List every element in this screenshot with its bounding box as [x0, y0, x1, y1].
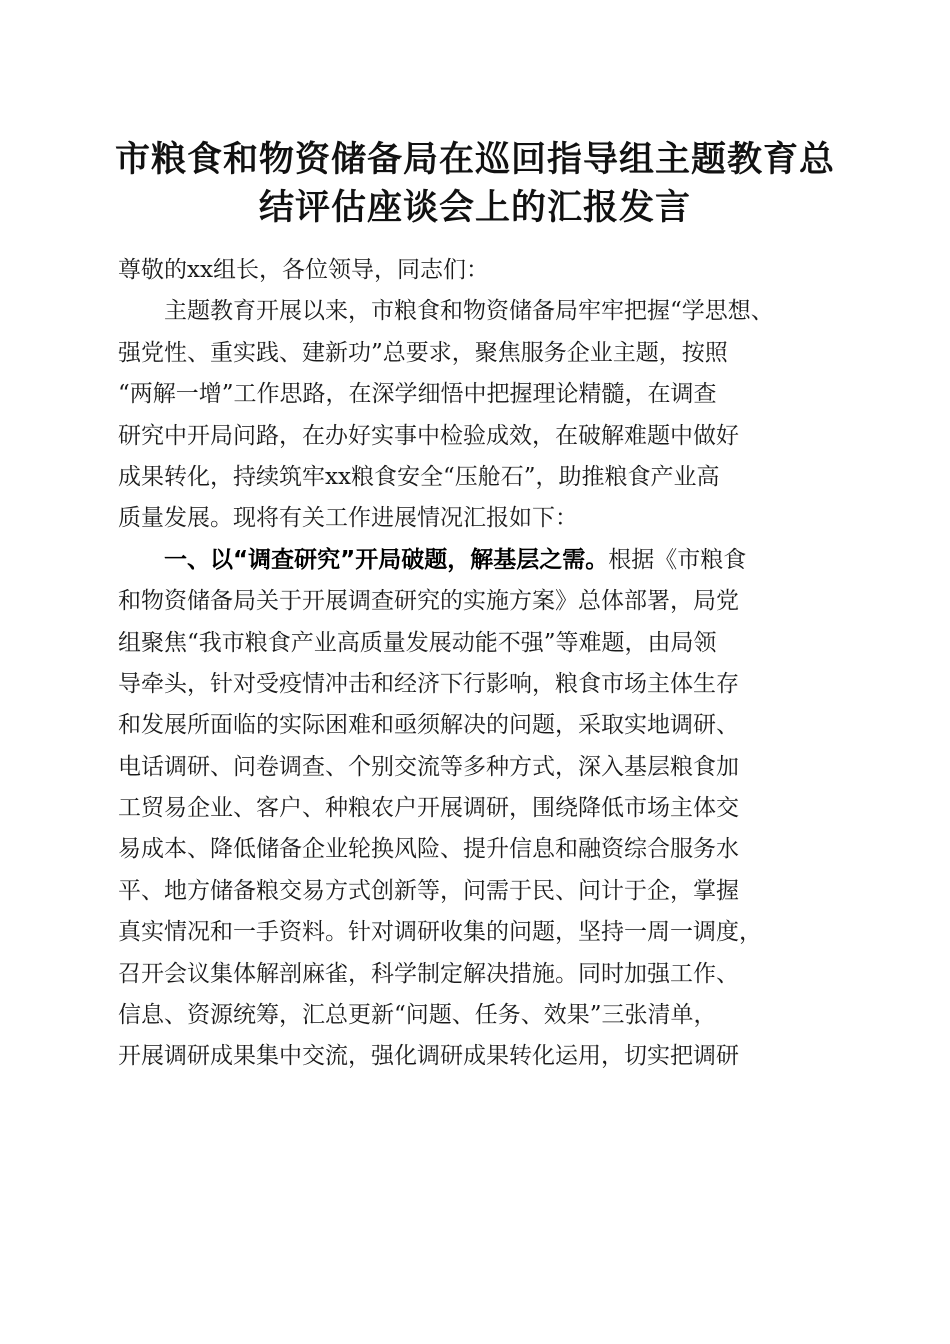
section-1-line: 开展调研成果集中交流，强化调研成果转化运用，切实把调研 [118, 1043, 739, 1070]
salutation: 尊敬的xx组长，各位领导，同志们： [118, 257, 489, 283]
section-1-line: 信息、资源统筹，汇总更新“问题、任务、效果”三张清单， [118, 1002, 717, 1029]
paragraph-1-line: 研究中开局问路，在办好实事中检验成效，在破解难题中做好 [118, 422, 739, 449]
section-1-line: 真实情况和一手资料。针对调研收集的问题，坚持一周一调度， [118, 919, 762, 946]
section-1-line: 工贸易企业、客户、种粮农户开展调研，围绕降低市场主体交 [118, 795, 739, 822]
title-line-2: 结评估座谈会上的汇报发言 [258, 187, 691, 228]
paragraph-1-line: “两解一增”工作思路，在深学细悟中把握理论精髓，在调查 [118, 381, 717, 408]
paragraph-1-line: 强党性、重实践、建新功”总要求，聚焦服务企业主题，按照 [118, 339, 728, 366]
section-1-heading: 一、以“调查研究”开局破题，解基层之需。 [164, 546, 609, 573]
paragraph-1-line: 主题教育开展以来，市粮食和物资储备局牢牢把握“学思想、 [164, 298, 774, 325]
section-1-line: 和物资储备局关于开展调查研究的实施方案》总体部署，局党 [118, 588, 739, 615]
section-1-line: 平、地方储备粮交易方式创新等，问需于民、问计于企，掌握 [118, 877, 739, 904]
section-1-line: 易成本、降低储备企业轮换风险、提升信息和融资综合服务水 [118, 836, 739, 863]
section-1-line: 和发展所面临的实际困难和亟须解决的问题，采取实地调研、 [118, 712, 739, 739]
title-line-1: 市粮食和物资储备局在巡回指导组主题教育总 [114, 139, 835, 180]
section-1-first-line-rest: 根据《市粮食 [608, 546, 747, 573]
paragraph-1-line: 质量发展。现将有关工作进展情况汇报如下： [118, 505, 578, 532]
section-1-line: 召开会议集体解剖麻雀，科学制定解决措施。同时加强工作、 [118, 960, 739, 987]
section-1-line: 电话调研、问卷调查、个别交流等多种方式，深入基层粮食加 [118, 753, 739, 780]
section-1-first-line [118, 540, 842, 581]
section-1-line: 导牵头，针对受疫情冲击和经济下行影响，粮食市场主体生存 [118, 670, 739, 697]
paragraph-1-line: 成果转化，持续筑牢xx粮食安全“压舱石”，助推粮食产业高 [118, 463, 720, 490]
document-title [100, 136, 850, 232]
section-1-line: 组聚焦“我市粮食产业高质量发展动能不强”等难题，由局领 [118, 629, 717, 656]
document-body [118, 250, 842, 1078]
